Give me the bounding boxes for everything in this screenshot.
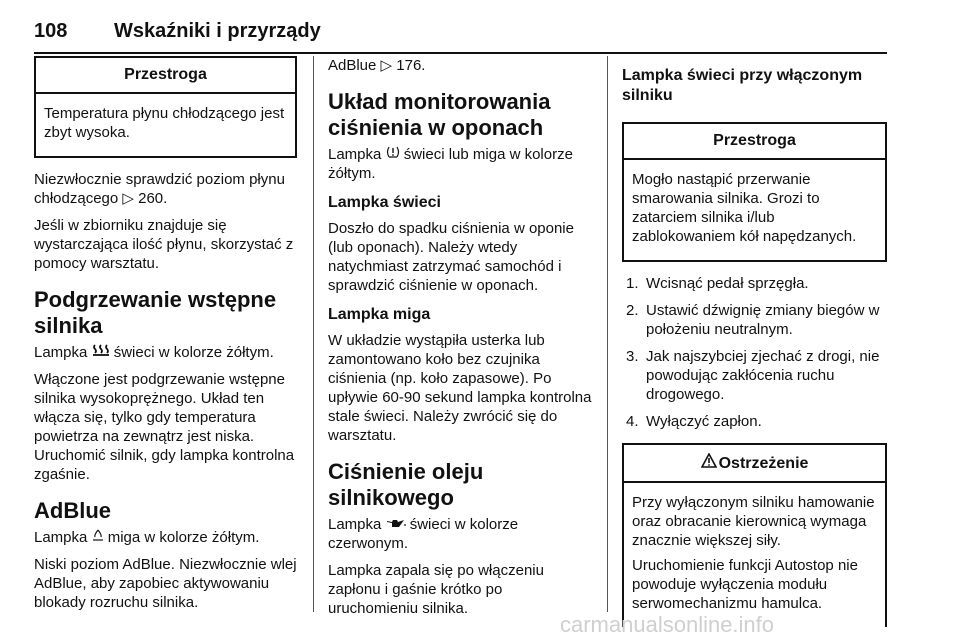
paragraph: Lampka zapala się po włączeniu zapłonu i gaśnie krótko po uruchomieniu silnika. [328, 562, 544, 617]
adblue-icon [92, 529, 108, 546]
column-1 [34, 56, 297, 620]
list-item: 2. Ustawić dźwignię zmiany biegów w położeniu neutralnym. [626, 302, 880, 338]
heading-tpms: Układ monitorowania ciśnienia w oponach [328, 89, 551, 140]
heading-adblue: AdBlue [34, 498, 111, 523]
ref-arrow-icon: ▷ [380, 57, 393, 74]
heading-preheat: Podgrzewanie wstępne silnika [34, 287, 277, 338]
ref-arrow-icon: ▷ [122, 190, 134, 207]
caution-text: Temperatura płynu chłodzącego jest zbyt wysoka. [44, 105, 285, 141]
heading-oil: Ciśnienie oleju silnikowego [328, 459, 484, 510]
paragraph: Lampka świeci w kolorze czerwonym. [328, 516, 519, 552]
page-header [34, 20, 887, 54]
watermark: carmanualsonline.info [560, 612, 775, 637]
steps-list [622, 274, 887, 431]
warning-header [624, 445, 885, 483]
heading-lit: Lampka świeci [328, 194, 441, 211]
paragraph: Niezwłocznie sprawdzić poziom płynu chłodzącego ▷ 260. [34, 171, 285, 207]
list-item: 3. Jak najszybciej zjechać z drogi, nie powodując zakłócenia ruchu drogowego. [626, 348, 880, 403]
paragraph: Jeśli w zbiorniku znajduje się wystarczająca ilość płynu, skorzystać z pomocy warsztatu. [34, 217, 294, 272]
heading-running: Lampka świeci przy włączonym silniku [622, 67, 863, 104]
paragraph: W układzie wystąpiła usterka lub zamontowano koło bez czujnika ciśnienia (np. koło zapasowe). Po upływie 60-90 sekund lampka kontrolna stale świeci. Należy zwrócić się do warsztatu. [328, 332, 592, 444]
paragraph: Doszło do spadku ciśnienia w oponie (lub oponach). Należy wtedy natychmiast zatrzymać samochód i sprawdzić ciśnienie w oponach. [328, 220, 574, 294]
page-title: Wskaźniki i przyrządy [114, 20, 321, 42]
list-item: 1. Wcisnąć pedał sprzęgła. [626, 275, 809, 292]
glow-plug-icon [92, 344, 114, 361]
oil-can-icon [386, 516, 410, 533]
column-3 [622, 56, 887, 639]
column-divider [607, 56, 608, 612]
page-ref-link[interactable]: 176. [396, 57, 426, 74]
page-ref-link[interactable]: 260. [138, 190, 168, 207]
paragraph: Lampka świeci lub miga w kolorze żółtym. [328, 146, 573, 182]
paragraph: Lampka świeci w kolorze żółtym. [34, 344, 274, 361]
paragraph: Lampka miga w kolorze żółtym. [34, 529, 260, 546]
paragraph: AdBlue ▷ 176. [328, 57, 426, 74]
caution-box [34, 56, 297, 158]
warning-box [622, 443, 887, 627]
column-2 [328, 56, 594, 626]
page-number: 108 [34, 20, 68, 42]
caution-title: Przestroga [36, 58, 295, 94]
list-item: 4. Wyłączyć zapłon. [626, 413, 762, 430]
paragraph: Włączone jest podgrzewanie wstępne silnika wysokoprężnego. Układ ten włącza się, tylko gdy temperatura powietrza na zewnątrz jest niska. Uruchomić silnik, gdy lampka kontrolna zgaśnie. [34, 371, 295, 483]
warning-title: Ostrzeżenie [718, 455, 809, 472]
heading-flash: Lampka miga [328, 306, 431, 323]
warning-text: Przy wyłączonym silniku hamowanie oraz obracanie kierownicą wymaga znacznie większej siły. [632, 494, 875, 549]
caution-box [622, 122, 887, 262]
warning-triangle-icon [701, 453, 717, 473]
column-divider [313, 56, 314, 612]
tire-pressure-icon [386, 146, 404, 163]
warning-text: Uruchomienie funkcji Autostop nie powoduje wyłączenia modułu serwomechanizmu hamulca. [632, 557, 858, 612]
paragraph: Niski poziom AdBlue. Niezwłocznie wlej AdBlue, aby zapobiec aktywowaniu blokady rozruchu silnika. [34, 556, 297, 611]
caution-title: Przestroga [624, 124, 885, 160]
caution-text: Mogło nastąpić przerwanie smarowania silnika. Grozi to zatarciem silnika i/lub zablokowaniem kół napędzanych. [632, 171, 857, 245]
